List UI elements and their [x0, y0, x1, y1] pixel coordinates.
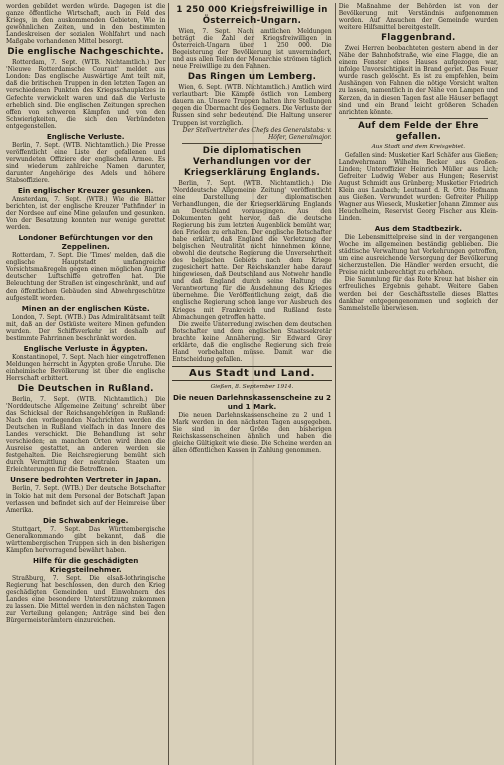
- paper-crease: [252, 0, 254, 765]
- headline: Das Ringen um Lemberg.: [187, 72, 317, 83]
- headline: Die englische Nachgeschichte.: [7, 47, 164, 58]
- headline: Minen an der englischen Küste.: [21, 303, 150, 313]
- article-body: Wien, 6. Sept. (WTB. Nichtamtlich.) Amtlich wird verlautbart: Die Kämpfe östlich von Lemberg dauern an. Unsere Truppen halten ihre Stellungen gegen die Übermacht des Gegners. Die Verluste der Russen sind sehr bedeutend. Die Haltung unserer Truppen ist vorzüglich.: [172, 84, 332, 127]
- article-body: Berlin, 7. Sept. (WTB. Nichtamtlich.) Die 'Norddeutsche Allgemeine Zeitung' veröffentlicht eine Darstellung der diplomatischen Verhandlungen, die der Kriegserklärung Englands an Deutschland vorausgingen. Aus den Dokumenten geht hervor, daß die deutsche Regierung bis zum letzten Augenblick bemüht war, den Frieden zu erhalten. Der englische Botschafter habe erklärt, daß England die Verletzung der belgischen Neutralität nicht hinnehmen könne, obwohl die deutsche Regierung die Unversehrtheit des belgischen Gebiets nach dem Kriege zugesichert hatte. Der Reichskanzler habe darauf hingewiesen, daß Deutschland aus Notwehr handle und daß England durch seine Haltung die Verantwortung für die Ausdehnung des Krieges übernehme. Die Veröffentlichung zeigt, daß die englische Regierung schon lange vor Ausbruch des Krieges mit Frankreich und Rußland feste Abmachungen getroffen hatte.: [172, 179, 332, 321]
- article-body: Rotterdam, 7. Sept. Die 'Times' melden, daß die englische Hauptstadt umfangreiche Vorsichtsmaßregeln gegen einen möglichen Angriff deutscher Luftschiffe getroffen hat. Die Beleuchtung der Straßen ist eingeschränkt, und auf den öffentlichen Gebäuden sind Abwehrgeschütze aufgestellt worden.: [6, 252, 166, 302]
- article-body: Amsterdam, 7. Sept. (WTB.) Wie die Blätter berichten, ist der englische Kreuzer 'Pathfinder' in der Nordsee auf eine Mine gelaufen und gesunken. Von der Besatzung konnten nur wenige gerettet werden.: [6, 196, 166, 232]
- page-edge-fade: [3, 735, 168, 765]
- headline: Londoner Befürchtungen vor den Zeppelinen.: [18, 233, 153, 252]
- headline: Flaggenbrand.: [381, 33, 456, 44]
- article-body: London, 7. Sept. (WTB.) Das Admiralitätsamt teilt mit, daß an der Ostküste weitere Minen gefunden wurden. Der Schiffsverkehr ist deshalb auf bestimmte Fahrrinnen beschränkt worden.: [6, 313, 166, 342]
- article-body: Berlin, 7. Sept. (WTB. Nichtamtlich.) Die Presse veröffentlicht eine Liste der gefallenen und verwundeten Offiziere der englischen Armee. Es sind wiederum zahlreiche Namen darunter, darunter Angehörige des Adels und höhere Stabsoffiziere.: [6, 141, 166, 184]
- headline: Auf dem Felde der Ehre gefallen.: [358, 120, 479, 142]
- headline: 1 250 000 Kriegsfreiwillige in Österreich-Ungarn.: [176, 5, 328, 26]
- headline: Englische Verluste.: [46, 131, 125, 141]
- article-body: Konstantinopel, 7. Sept. Nach hier eingetroffenen Meldungen herrscht in Ägypten große Unruhe. Die einheimische Bevölkerung ist über die englische Herrschaft erbittert.: [6, 353, 166, 382]
- headline: Aus dem Stadtbezirk.: [374, 224, 462, 234]
- signature-line: Der Stellvertreter des Chefs des Generalstabs: v. Höfer, Generalmajor.: [182, 126, 332, 141]
- article-intro: Die Maßnahme der Behörden ist von der Bevölkerung mit Verständnis aufgenommen worden. Auf Ansuchen der Gemeinde wurden weitere Hilfsmittel bereitgestellt.: [338, 3, 499, 32]
- subheading: Aus Stadt und dem Kreisgebiet.: [371, 143, 466, 150]
- column-right: [336, 3, 501, 765]
- section-heading: Aus Stadt und Land.: [172, 366, 331, 381]
- column-left: [3, 3, 168, 765]
- article-body: Berlin, 7. Sept. (WTB. Nichtamtlich.) Die 'Norddeutsche Allgemeine Zeitung' schreibt über das Schicksal der Reichsangehörigen in Rußland: Nach den vorliegenden Nachrichten werden die Deutschen in Rußland vielfach in das Innere des Landes verschickt. Die Behandlung ist sehr verschieden; an manchen Orten wird ihnen die Ausreise gestattet, an anderen werden sie festgehalten. Die Reichsregierung bemüht sich durch Vermittlung der neutralen Staaten um Erleichterungen für die Betroffenen.: [6, 395, 166, 474]
- article-body: Rotterdam, 7. Sept. (WTB. Nichtamtlich.) Der 'Nieuwe Rotterdamsche Courant' meldet aus London: Das englische Auswärtige Amt teilt mit, daß die britischen Truppen in den letzten Tagen an verschiedenen Punkten des Kriegsschauplatzes in Gefechte verwickelt waren und daß die Verluste erheblich sind. Die englischen Zeitungen sprechen offen von schweren Kämpfen und von den Schwierigkeiten, die sich den Verbündeten entgegenstellen.: [6, 59, 166, 130]
- article-body: Die Sammlung für das Rote Kreuz hat bisher ein erfreuliches Ergebnis gehabt. Weitere Gaben werden bei der Geschäftsstelle dieses Blattes dankbar entgegengenommen und sogleich der Sammelstelle überwiesen.: [338, 276, 499, 312]
- headline: Ein englischer Kreuzer gesunken.: [17, 186, 154, 196]
- article-body: Berlin, 7. Sept. (WTB.) Der deutsche Botschafter in Tokio hat mit dem Personal der Botschaft Japan verlassen und befindet sich auf der Heimreise über Amerika.: [6, 485, 166, 514]
- article-body: Die zweite Unterredung zwischen dem deutschen Botschafter und dem englischen Staatssekretär brachte keine Annäherung. Sir Edward Grey erklärte, daß die englische Regierung sich freie Hand vorbehalten müsse. Damit war die Entscheidung gefallen.: [172, 320, 332, 363]
- headline: Die Schwabenkriege.: [42, 515, 129, 525]
- headline: Hilfe für die geschädigten Kriegsteilnehmer.: [32, 555, 139, 574]
- article-body: Die neuen Darlehnskassenscheine zu 2 und 1 Mark werden in den nächsten Tagen ausgegeben. Sie sind in der Größe den bisherigen Reichskassenscheinen ähnlich und haben die gleiche Gültigkeit wie diese. Die Scheine werden an allen öffentlichen Kassen in Zahlung genommen.: [172, 411, 332, 455]
- dateline: Gießen, 8. September 1914.: [210, 383, 294, 390]
- article-body: Stuttgart, 7. Sept. Das Württembergische Generalkommando gibt bekannt, daß die württembergischen Truppen sich in den bisherigen Kämpfen hervorragend bewährt haben.: [6, 525, 166, 554]
- article-body: Straßburg, 7. Sept. Die elsaß-lothringische Regierung hat beschlossen, den durch den Krieg geschädigten Gemeinden und Einwohnern des Landes eine besondere Unterstützung zukommen zu lassen. Die Mittel werden in den nächsten Tagen zur Verteilung gelangen; Anträge sind bei den Bürgermeisterämtern einzureichen.: [6, 574, 166, 625]
- article-body: Gefallen sind: Musketier Karl Schäfer aus Gießen; Landwehrmann Wilhelm Becker aus Großen-Linden; Unteroffizier Heinrich Müller aus Lich; Gefreiter Ludwig Weber aus Hungen; Reservist August Schmidt aus Grünberg; Musketier Friedrich Klein aus Laubach; Leutnant d. R. Otto Hofmann aus Gießen. Verwundet wurden: Gefreiter Philipp Wagner aus Wieseck, Musketier Johann Zimmer aus Heuchelheim, Reservist Georg Fischer aus Klein-Linden.: [338, 151, 499, 223]
- article-body: Wien, 7. Sept. Nach amtlichen Meldungen beträgt die Zahl der Kriegsfreiwilligen in Österreich-Ungarn über 1 250 000. Die Begeisterung der Bevölkerung ist unvermindert, und aus allen Teilen der Monarchie strömen täglich neue Freiwillige zu den Fahnen.: [172, 28, 332, 71]
- headline: Unsere bedrohten Vertreter in Japan.: [10, 475, 162, 485]
- page-edge-fade: [336, 735, 501, 765]
- section-rule: [349, 118, 488, 119]
- headline: Die neuen Darlehnskassenscheine zu 2 und 1 Mark.: [172, 392, 332, 411]
- article-body: Die Lebensmittelpreise sind in der vergangenen Woche im allgemeinen beständig geblieben. Die städtische Verwaltung hat Vorkehrungen getroffen, um eine ausreichende Versorgung der Bevölkerung sicherzustellen. Die Händler werden ersucht, die Preise nicht unberechtigt zu erhöhen.: [338, 234, 499, 277]
- headline: Die diplomatischen Verhandlungen vor der Kriegserklärung Englands.: [183, 145, 321, 178]
- article-body: Zwei Herren beobachteten gestern abend in der Nähe der Bahnhofstraße, wie eine Flagge, die an einem Fenster eines Hauses aufgezogen war, infolge Unvorsichtigkeit in Brand geriet. Das Feuer wurde rasch gelöscht. Es ist zu empfehlen, beim Aushängen von Fahnen die nötige Vorsicht walten zu lassen, namentlich in der Nähe von Lampen und Kerzen, da in diesen Tagen fast alle Häuser beflaggt sind und ein Brand leicht größeren Schaden anrichten könnte.: [338, 45, 499, 116]
- article-intro: worden gebildet werden würde. Dagegen ist die ganze öffentliche Wirtschaft, auch in Feld des Kriegs, in den auskommenden Gebieten, Wie in gewöhnlichen Zeiten, und in den bestimmten Landeskreisen der sozialen Wohlfahrt und nach Maßgabe vorhandenen Mittel besorgt.: [6, 3, 166, 46]
- headline: Englische Verluste in Ägypten.: [23, 343, 148, 353]
- headline: Die Deutschen in Rußland.: [17, 383, 154, 394]
